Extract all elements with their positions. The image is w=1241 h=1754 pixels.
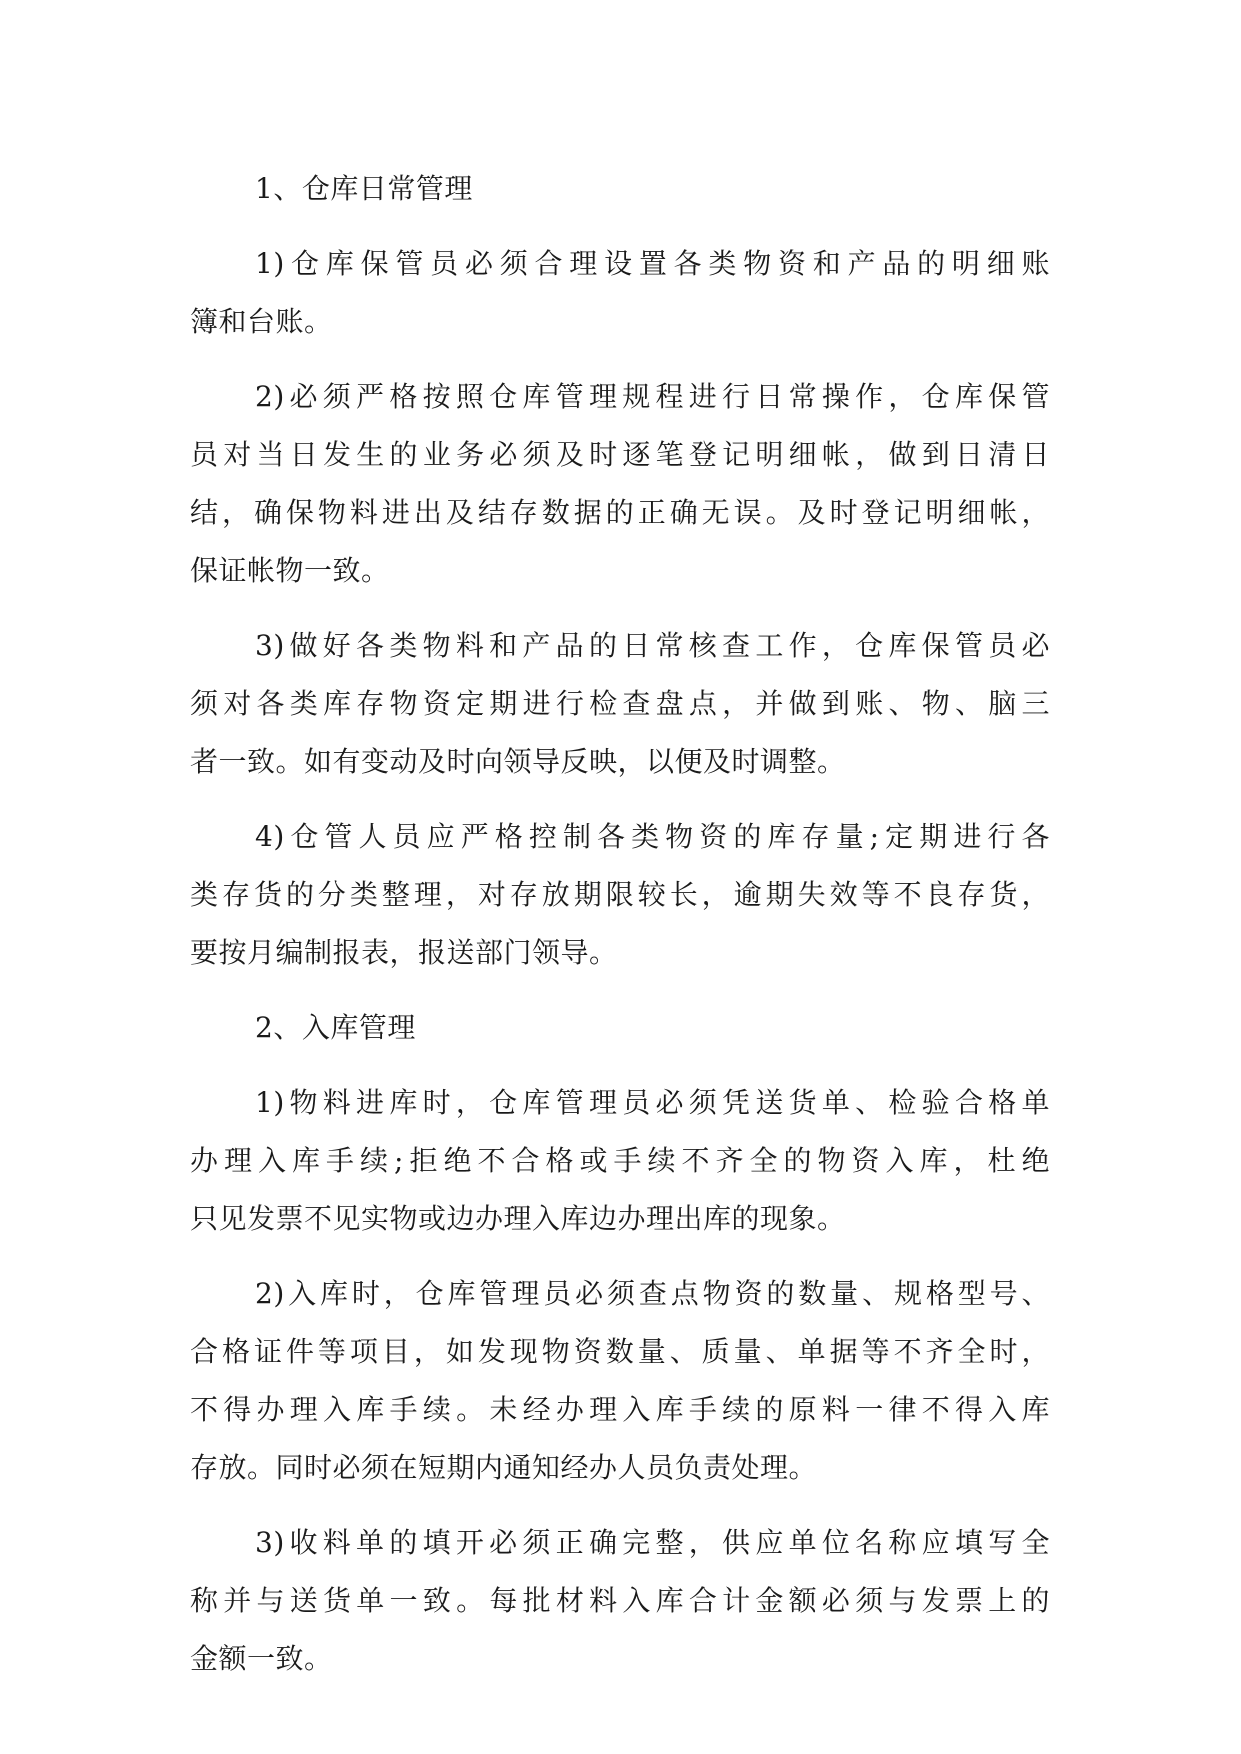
paragraph-line: 存放。同时必须在短期内通知经办人员负责处理。	[190, 1451, 818, 1484]
paragraph-line: 1)物料进库时，仓库管理员必须凭送货单、检验合格单	[255, 1086, 1050, 1119]
paragraph-line: 4)仓管人员应严格控制各类物资的库存量;定期进行各	[255, 820, 1050, 853]
paragraph-line: 要按月编制报表，报送部门领导。	[190, 936, 618, 969]
paragraph-line: 结，确保物料进出及结存数据的正确无误。及时登记明细帐，	[190, 496, 1050, 529]
paragraph-line: 2)入库时，仓库管理员必须查点物资的数量、规格型号、	[255, 1277, 1050, 1310]
paragraph-line: 称并与送货单一致。每批材料入库合计金额必须与发票上的	[190, 1584, 1050, 1617]
section-heading: 2、入库管理	[255, 1011, 416, 1044]
paragraph-line: 员对当日发生的业务必须及时逐笔登记明细帐，做到日清日	[190, 438, 1050, 471]
paragraph-line: 者一致。如有变动及时向领导反映，以便及时调整。	[190, 745, 846, 778]
paragraph-line: 保证帐物一致。	[190, 554, 390, 587]
paragraph-line: 办理入库手续;拒绝不合格或手续不齐全的物资入库，杜绝	[190, 1144, 1050, 1177]
paragraph-line: 不得办理入库手续。未经办理入库手续的原料一律不得入库	[190, 1393, 1050, 1426]
paragraph-line: 金额一致。	[190, 1642, 333, 1675]
paragraph-line: 2)必须严格按照仓库管理规程进行日常操作，仓库保管	[255, 380, 1050, 413]
section-heading: 1、仓库日常管理	[255, 172, 473, 205]
paragraph-line: 须对各类库存物资定期进行检查盘点，并做到账、物、脑三	[190, 687, 1050, 720]
document-body	[190, 160, 1050, 1688]
paragraph-line: 3)收料单的填开必须正确完整，供应单位名称应填写全	[255, 1526, 1050, 1559]
paragraph-line: 合格证件等项目，如发现物资数量、质量、单据等不齐全时，	[190, 1335, 1050, 1368]
paragraph-line: 只见发票不见实物或边办理入库边办理出库的现象。	[190, 1202, 846, 1235]
paragraph-line: 簿和台账。	[190, 305, 333, 338]
paragraph-line: 类存货的分类整理，对存放期限较长，逾期失效等不良存货，	[190, 878, 1050, 911]
paragraph-line: 3)做好各类物料和产品的日常核查工作，仓库保管员必	[255, 629, 1050, 662]
paragraph-line: 1)仓库保管员必须合理设置各类物资和产品的明细账	[255, 247, 1050, 280]
